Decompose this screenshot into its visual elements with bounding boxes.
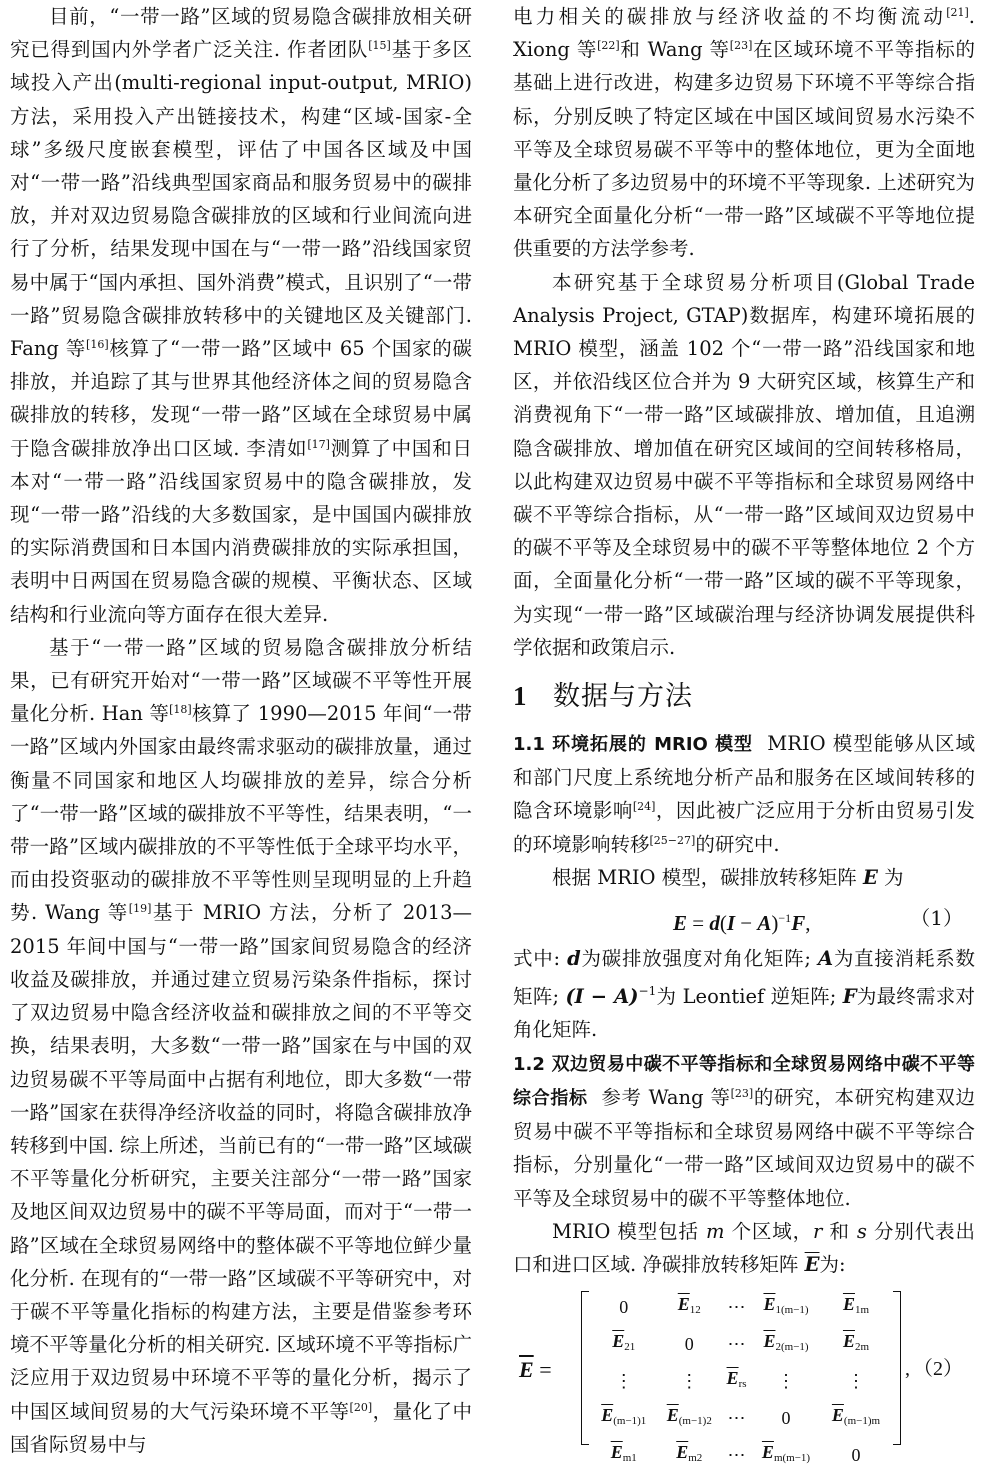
section-number: 1: [513, 681, 528, 712]
paragraph-related-research-2: 基于“一带一路”区域的贸易隐含碳排放分析结果，已有研究开始对“一带一路”区域碳不平等性开展量化分析. Han 等[18]核算了 1990—2015 年间“一带一路”区域内外国家由最终需求驱动的碳排放量，通过衡量不同国家和地区人均碳排放的差异，综合分析了“一带一路”区域的碳排放不平等性，结果表明，“一带一路”区域内碳排放的不平等性低于全球平均水平，而由投资驱动的碳排放不平等性则呈现明显的上升趋势. Wang 等[19]基于 MRIO 方法，分析了 2013—2015 年间中国与“一带一路”国家间贸易隐含的经济收益及碳排放，并通过建立贸易污染条件指标，探讨了双边贸易中隐含经济收益和碳排放之间的不平等交换，结果表明，大多数“一带一路”国家在与中国的双边贸易碳不平等局面中占据有利地位，即大多数“一带一路”国家在获得净经济收益的同时，将隐含碳排放净转移到中国. 综上所述，当前已有的“一带一路”区域碳不平等量化分析研究，主要关注部分“一带一路”国家及地区间双边贸易中的碳不平等局面，而对于“一带一路”区域在全球贸易网络中的整体碳不平等地位鲜少量化分析. 在现有的“一带一路”区域碳不平等研究中，对于碳不平等量化指标的构建方法，主要是借鉴参考环境不平等量化分析的相关研究. 区域环境不平等指标广泛应用于双边贸易中环境不平等的量化分析，揭示了中国区域间贸易的大气污染环境不平等[20]，量化了中国省际贸易中与: [10, 635, 472, 1456]
subsection-1-1: 1.1 环境拓展的 MRIO 模型 MRIO 模型能够从区域和部门尺度上系统地分析产品和服务在区域间转移的隐含环境影响[24]，因此被广泛应用于分析由贸易引发的环境影响转移[25−27]的研究中.: [513, 732, 975, 856]
paragraph-this-study: 本研究基于全球贸易分析项目(Global Trade Analysis Project, GTAP)数据库，构建环境拓展的 MRIO 模型，涵盖 102 个“一带一路”沿线国家和地区，并依沿线区位合并为 9 大研究区域，核算生产和消费视角下“一带一路”区域碳排放、增加值，且追溯隐含碳排放、增加值在研究区域间的空间转移格局，以此构建双边贸易中碳不平等指标和全球贸易网络中碳不平等综合指标，从“一带一路”区域间双边贸易中的碳不平等及全球贸易中的碳不平等整体地位 2 个方面，全面量化分析“一带一路”区域的碳不平等现象，为实现“一带一路”区域碳治理与经济协调发展提供科学依据和政策启示.: [513, 270, 975, 659]
equation-1-number: （1）: [910, 906, 963, 931]
left-column: [10, 0, 472, 1461]
paragraph-transfer-matrix: 根据 MRIO 模型，碳排放转移矩阵 E 为: [552, 865, 904, 889]
equation-2: [513, 1287, 975, 1466]
citation-19: [19]: [128, 902, 152, 916]
section-heading: [513, 678, 975, 715]
section-title: 数据与方法: [553, 681, 693, 713]
citation-15: [15]: [368, 39, 391, 53]
paragraph-continued: 电力相关的碳排放与经济收益的不均衡流动[21]. Xiong 等[22]和 Wang 等[23]在区域环境不平等指标的基础上进行改进，构建多边贸易下环境不平等综合指标，分别反映了特定区域在中国区域间贸易水污染不平等及全球贸易碳不平等中的整体地位，更为全面地量化分析了多边贸易中的环境不平等现象. 上述研究为本研究全面量化分析“一带一路”区域碳不平等地位提供重要的方法学参考.: [513, 5, 975, 261]
citation-20: [20]: [349, 1400, 373, 1414]
citation-22: [22]: [597, 39, 620, 53]
citation-23b: [23]: [730, 1086, 754, 1100]
equation-2-comma: ,: [905, 1358, 910, 1381]
subsection-1-1-title: 1.1 环境拓展的 MRIO 模型: [513, 734, 753, 756]
subsection-1-2: 1.2 双边贸易中碳不平等指标和全球贸易网络中碳不平等综合指标 参考 Wang 等[23]的研究，本研究构建双边贸易中碳不平等指标和全球贸易网络中碳不平等综合指标，分别量化“一带一路”区域间双边贸易中的碳不平等及全球贸易中的碳不平等整体地位.: [513, 1053, 976, 1210]
paragraph-related-research-1: 目前，“一带一路”区域的贸易隐含碳排放相关研究已得到国内外学者广泛关注. 作者团队[15]基于多区域投入产出(multi-regional input-output, MRIO)方法，采用投入产出链接技术，构建“区域-国家-全球”多级尺度嵌套模型，评估了中国各区域及中国对“一带一路”沿线典型国家商品和服务贸易中的碳排放，并对双边贸易隐含碳排放的区域和行业间流向进行了分析，结果发现中国在与“一带一路”沿线国家贸易中属于“国内承担、国外消费”模式，且识别了“一带一路”贸易隐含碳排放转移中的关键地区及关键部门. Fang 等[16]核算了“一带一路”区域中 65 个国家的碳排放，并追踪了其与世界其他经济体之间的贸易隐含碳排放的转移，发现“一带一路”区域在全球贸易中属于隐含碳排放净出口区域. 李清如[17]测算了中国和日本对“一带一路”沿线国家贸易中的隐含碳排放，发现“一带一路”沿线的大多数国家，是中国国内碳排放的实际消费国和日本国内消费碳排放的实际承担国，表明中日两国在贸易隐含碳的规模、平衡状态、区域结构和行业流向等方面存在很大差异.: [10, 5, 473, 626]
equation-1: [513, 896, 975, 942]
subsection-1-2-title: 1.2 双边贸易中碳不平等指标和全球贸易网络中碳不平等综合指标: [513, 1053, 975, 1109]
paragraph-variable-definitions: 式中: d为碳排放强度对角化矩阵; A为直接消耗系数矩阵; $(I - A)^{-1}$为 Leontief 逆矩阵; F为最终需求对角化矩阵.: [513, 947, 975, 1042]
citation-16: [16]: [86, 338, 109, 352]
citation-17: [17]: [307, 437, 330, 451]
citation-18: [18]: [169, 703, 192, 717]
citation-24: [24]: [632, 800, 656, 814]
equation-2-lhs: $\overline{E}$ =: [519, 1357, 552, 1383]
equation-2-number: （2）: [913, 1358, 963, 1381]
equation-1-formula: $E = d(I - A)^{-1}F$,: [673, 911, 811, 936]
matrix-right-bracket: [893, 1291, 901, 1445]
citation-25-27: [25−27]: [649, 833, 696, 847]
net-transfer-matrix: 0 $\overline{E}12$ ⋯ $\overline{E}1(m-1)$ $\overline{E}1m$ $\overline{E}21$ 0 ⋯ $\overline{E}2(m-1)$ $\overline{E}2m$ ⋮ ⋮ $\overline{E}rs$ ⋮ ⋮ $\overline{E}(m-1)1$ $\overline{E}(m-1)2$ ⋯ 0 $\overline{E}(m-1)m$ $\overline{E}m1$ $\overline{E}m2$ ⋯ $\overline{E}m(m-1)$ 0: [601, 1294, 881, 1466]
right-column: [513, 0, 976, 1466]
matrix-left-bracket: [581, 1291, 589, 1445]
citation-21: [21]: [946, 6, 969, 19]
paragraph-mrio-regions: MRIO 模型包括 m 个区域，r 和 s 分别代表出口和进口区域. 净碳排放转移矩阵 $\overline{E}$为:: [513, 1219, 975, 1276]
citation-23: [23]: [729, 39, 753, 53]
